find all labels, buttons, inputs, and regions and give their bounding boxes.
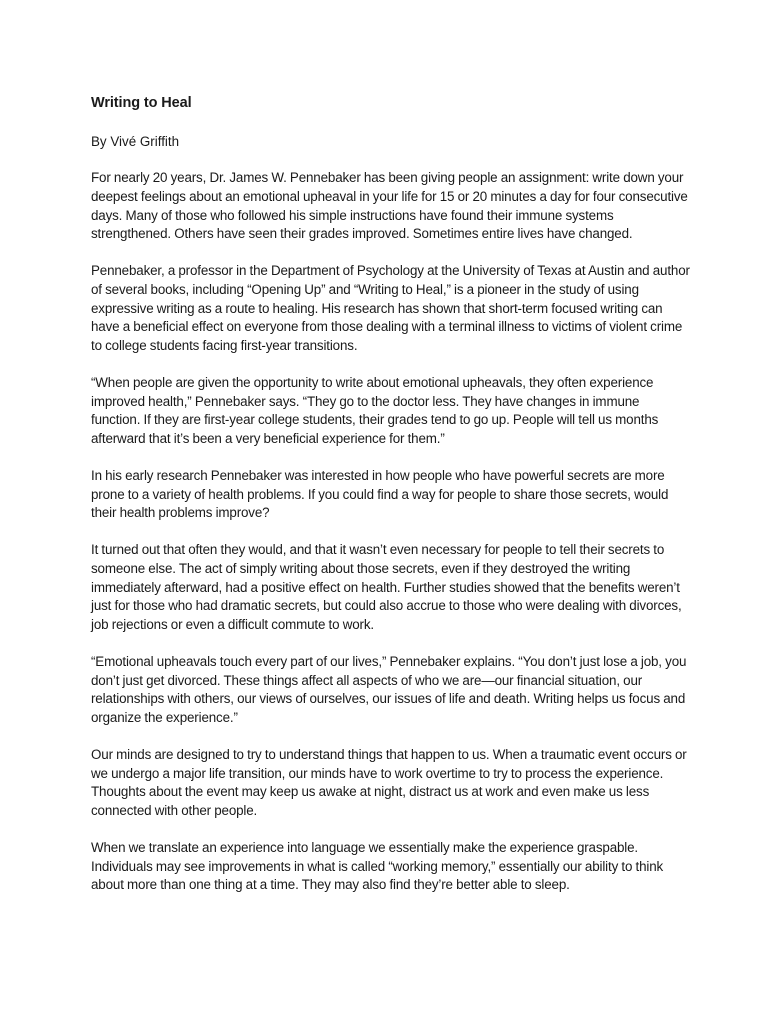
- article-byline: By Vivé Griffith: [91, 134, 180, 149]
- paragraph-7: Our minds are designed to try to understand things that happen to us. When a traumatic event occurs or we undergo a major life transition, our minds have to work overtime to try to process the experience. Thoughts about the event may keep us awake at night, distract us at work and even make us less connected with other people.: [91, 746, 687, 818]
- paragraph-1: For nearly 20 years, Dr. James W. Pennebaker has been giving people an assignment: write down your deepest feelings about an emotional upheaval in your life for 15 or 20 minutes a day for four consecutive days. Many of those who followed his simple instructions have found their immune systems strengthened. Others have seen their grades improved. Sometimes entire lives have changed.: [91, 170, 688, 242]
- paragraph-4: In his early research Pennebaker was interested in how people who have powerful secrets are more prone to a variety of health problems. If you could find a way for people to share those secrets, would their health problems improve?: [91, 467, 669, 521]
- paragraph-8: When we translate an experience into language we essentially make the experience graspable. Individuals may see improvements in what is called “working memory,” essentially our ability to think about more than one thing at a time. They may also find they’re better able to sleep.: [91, 839, 664, 893]
- article-title: Writing to Heal: [91, 95, 192, 111]
- paragraph-2: Pennebaker, a professor in the Department of Psychology at the University of Texas at Austin and author of several books, including “Opening Up” and “Writing to Heal,” is a pioneer in the study of using expressive writing as a route to healing. His research has shown that short-term focused writing can have a beneficial effect on everyone from those dealing with a terminal illness to victims of violent crime to college students facing first-year transitions.: [91, 263, 690, 353]
- paragraph-3: “When people are given the opportunity to write about emotional upheavals, they often experience improved health,” Pennebaker says. “They go to the doctor less. They have changes in immune function. If they are first-year college students, their grades tend to go up. People will tell us months afterward that it’s been a very beneficial experience for them.”: [91, 374, 659, 446]
- paragraph-5: It turned out that often they would, and that it wasn’t even necessary for people to tell their secrets to someone else. The act of simply writing about those secrets, even if they destroyed the writing immediately afterward, had a positive effect on health. Further studies showed that the benefits weren’t just for those who had dramatic secrets, but could also accrue to those who were dealing with divorces, job rejections or even a difficult commute to work.: [91, 542, 682, 632]
- paragraph-6: “Emotional upheavals touch every part of our lives,” Pennebaker explains. “You don’t just lose a job, you don’t just get divorced. These things affect all aspects of who we are—our financial situation, our relationships with others, our views of ourselves, our issues of life and death. Writing helps us focus and organize the experience.”: [91, 653, 687, 725]
- article-body: [91, 93, 691, 895]
